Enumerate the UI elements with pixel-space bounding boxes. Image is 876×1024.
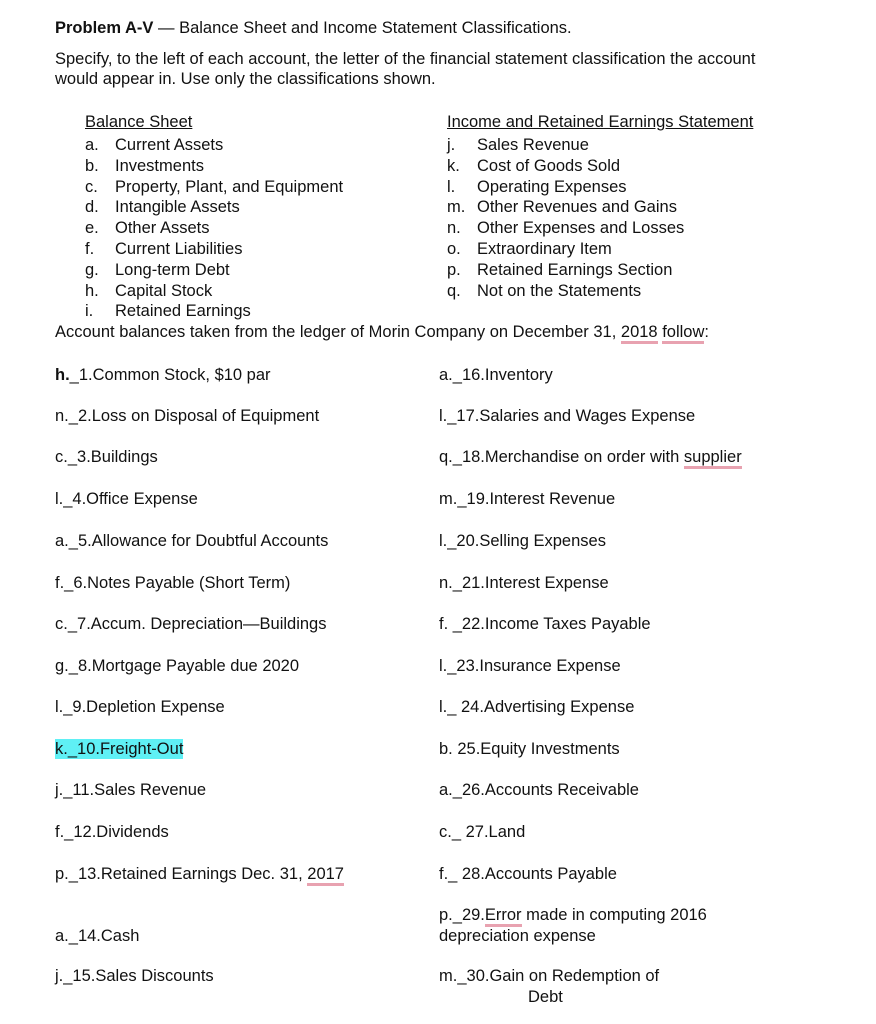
- list-item: n. Other Expenses and Losses: [447, 219, 685, 238]
- answer-letter: h.: [55, 366, 70, 384]
- follow-squiggle: follow: [662, 323, 704, 344]
- account-row: l._4.Office Expense: [55, 490, 198, 508]
- supplier-squiggle: supplier: [684, 448, 742, 469]
- account-row: f._ 28.Accounts Payable: [439, 865, 617, 883]
- account-row: l._17.Salaries and Wages Expense: [439, 407, 696, 425]
- list-item: p. Retained Earnings Section: [447, 260, 673, 279]
- account-row: n._2.Loss on Disposal of Equipment: [55, 407, 320, 425]
- account-row: b. 25.Equity Investments: [439, 740, 620, 758]
- answer-letter: f.: [55, 574, 65, 592]
- account-row-continuation: depreciation expense: [439, 927, 596, 945]
- year-squiggle: 2017: [307, 865, 344, 886]
- answer-letter: l.: [439, 532, 448, 550]
- list-item: k. Cost of Goods Sold: [447, 156, 621, 175]
- answer-letter: f.: [439, 615, 449, 633]
- answer-letter: g.: [55, 657, 69, 675]
- answer-letter: f.: [439, 865, 449, 883]
- account-row: m._19.Interest Revenue: [439, 490, 616, 508]
- answer-letter: l.: [439, 407, 448, 425]
- list-item: e. Other Assets: [85, 219, 210, 238]
- account-row: q._18.Merchandise on order with supplier: [439, 447, 742, 467]
- answer-letter: a.: [439, 781, 453, 799]
- answer-letter: l.: [439, 657, 448, 675]
- answer-letter: m.: [439, 490, 458, 508]
- income-statement-list: [447, 135, 684, 301]
- instructions-line-1: Specify, to the left of each account, the letter of the financial statement classification the account: [55, 50, 756, 68]
- error-squiggle: Error: [485, 906, 522, 927]
- answer-letter: l.: [55, 698, 64, 716]
- balance-sheet-list: [85, 135, 343, 322]
- answer-letter: a.: [439, 366, 453, 384]
- instructions-line-2: would appear in. Use only the classifications shown.: [55, 70, 436, 88]
- list-item: g. Long-term Debt: [85, 260, 230, 279]
- account-row: l._9.Depletion Expense: [55, 698, 225, 716]
- answer-letter: a.: [55, 927, 69, 945]
- account-row: j._11.Sales Revenue: [55, 781, 207, 799]
- list-item: m. Other Revenues and Gains: [447, 198, 677, 217]
- problem-title-bold: Problem A-V: [55, 19, 154, 37]
- account-row: a._16.Inventory: [439, 366, 553, 384]
- account-row: a._26.Accounts Receivable: [439, 781, 639, 799]
- answer-letter: f.: [55, 823, 65, 841]
- list-item: q. Not on the Statements: [447, 281, 642, 300]
- income-statement-heading: Income and Retained Earnings Statement: [447, 113, 754, 131]
- answer-letter: q.: [439, 448, 453, 466]
- answer-letter: c.: [55, 448, 68, 466]
- answer-letter: a.: [55, 532, 69, 550]
- account-row: c._3.Buildings: [55, 448, 158, 466]
- account-row-continuation: Debt: [528, 988, 563, 1006]
- answer-letter: n.: [439, 574, 453, 592]
- balance-sheet-heading: Balance Sheet: [85, 113, 193, 131]
- list-item: h. Capital Stock: [85, 281, 213, 300]
- answer-letter: m.: [439, 967, 458, 985]
- list-item: f. Current Liabilities: [85, 239, 243, 258]
- account-row: j._15.Sales Discounts: [55, 967, 214, 985]
- account-row: a._5.Allowance for Doubtful Accounts: [55, 532, 329, 550]
- answer-letter: l.: [55, 490, 64, 508]
- account-row: n._21.Interest Expense: [439, 574, 609, 592]
- answer-letter: l.: [439, 698, 448, 716]
- account-row: a._14.Cash: [55, 927, 140, 945]
- problem-title-rest: — Balance Sheet and Income Statement Classifications.: [153, 19, 572, 37]
- answer-letter: k.: [55, 740, 68, 758]
- list-item: c. Property, Plant, and Equipment: [85, 177, 344, 196]
- answer-letter: p.: [439, 906, 453, 924]
- account-row: m._30.Gain on Redemption of: [439, 967, 660, 985]
- list-item: b. Investments: [85, 156, 204, 175]
- answer-letter: n.: [55, 407, 69, 425]
- account-row: l._ 24.Advertising Expense: [439, 698, 635, 716]
- list-item: l. Operating Expenses: [447, 177, 627, 196]
- account-row: g._8.Mortgage Payable due 2020: [55, 657, 300, 675]
- answer-letter: c.: [439, 823, 452, 841]
- account-row: f._12.Dividends: [55, 823, 169, 841]
- answer-letter: c.: [55, 615, 68, 633]
- account-row: p._29.Error made in computing 2016: [439, 905, 707, 925]
- account-row: l._20.Selling Expenses: [439, 532, 606, 550]
- answer-letter: p.: [55, 865, 69, 883]
- account-row: l._23.Insurance Expense: [439, 657, 621, 675]
- account-row: h._1.Common Stock, $10 par: [55, 366, 271, 384]
- account-row: c._7.Accum. Depreciation—Buildings: [55, 615, 327, 633]
- answer-letter: j.: [55, 781, 64, 799]
- list-item: j. Sales Revenue: [447, 136, 589, 154]
- account-row: f._6.Notes Payable (Short Term): [55, 574, 291, 592]
- account-row: c._ 27.Land: [439, 823, 526, 841]
- list-item: a. Current Assets: [85, 136, 224, 154]
- list-item: o. Extraordinary Item: [447, 239, 612, 258]
- year-squiggle: 2018: [621, 323, 658, 344]
- ledger-intro: Account balances taken from the ledger of Morin Company on December 31, 2018 follow:: [55, 322, 709, 342]
- account-row: f. _22.Income Taxes Payable: [439, 615, 651, 633]
- answer-letter: j.: [55, 967, 64, 985]
- list-item: i. Retained Earnings: [85, 302, 251, 321]
- answer-letter: b.: [439, 740, 453, 758]
- account-row: p._13.Retained Earnings Dec. 31, 2017: [55, 864, 344, 884]
- problem-title: [55, 18, 572, 38]
- list-item: d. Intangible Assets: [85, 198, 240, 217]
- account-row-highlighted: k._10.Freight-Out: [55, 740, 184, 758]
